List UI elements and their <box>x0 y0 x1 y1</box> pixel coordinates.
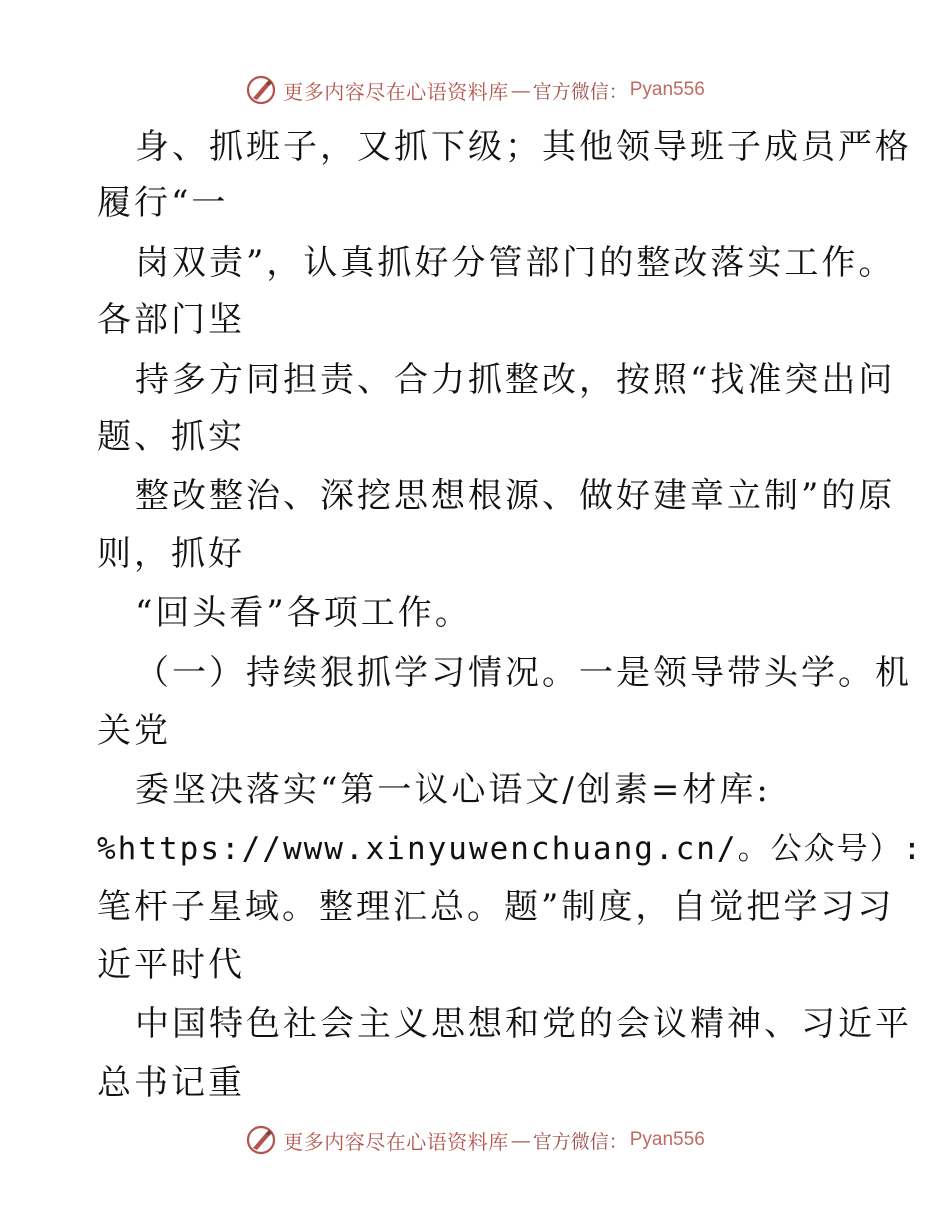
body-line: 整改整治、深挖思想根源、做好建章立制”的原 <box>135 476 896 516</box>
body-line: 则，抓好 <box>97 534 245 574</box>
body-line: 委坚决落实“第一议心语文/创素=材库: <box>135 770 771 810</box>
body-line: （一）持续狠抓学习情况。一是领导带头学。机 <box>135 653 912 693</box>
banner-text: 更多内容尽在心语资料库 <box>283 79 509 104</box>
banner-wechat-id: Pyan556 <box>629 1129 705 1150</box>
body-line: 关党 <box>97 711 171 751</box>
banner-separator: — <box>510 78 531 102</box>
banner-separator: — <box>510 1128 531 1152</box>
body-line: 近平时代 <box>97 945 245 985</box>
body-line: 题、抓实 <box>97 417 245 457</box>
body-line: 笔杆子星域。整理汇总。题”制度，自觉把学习习 <box>97 887 895 927</box>
pen-logo-icon <box>245 1124 277 1156</box>
body-line: 总书记重 <box>97 1063 245 1103</box>
body-line: 岗双责”，认真抓好分管部门的整改落实工作。 <box>135 243 896 283</box>
body-line: 中国特色社会主义思想和党的会议精神、习近平 <box>135 1004 912 1044</box>
pen-logo-icon <box>245 74 277 106</box>
body-line: 履行“一 <box>97 183 229 223</box>
banner-official-label: 官方微信： <box>532 1130 628 1153</box>
banner-wechat-id: Pyan556 <box>629 79 705 100</box>
banner-text: 更多内容尽在心语资料库 <box>283 1129 509 1154</box>
body-line: “回头看”各项工作。 <box>135 593 472 633</box>
footer-banner <box>0 1118 950 1162</box>
body-line: 身、抓班子，又抓下级；其他领导班子成员严格 <box>135 127 912 167</box>
body-line: 持多方同担责、合力抓整改，按照“找准突出问 <box>135 360 896 400</box>
banner-official-label: 官方微信： <box>532 80 628 103</box>
body-line-url: %https://www.xinyuwenchuang.cn/。公众号）: <box>97 831 924 867</box>
body-line: 各部门坚 <box>97 300 245 340</box>
header-banner <box>0 68 950 112</box>
